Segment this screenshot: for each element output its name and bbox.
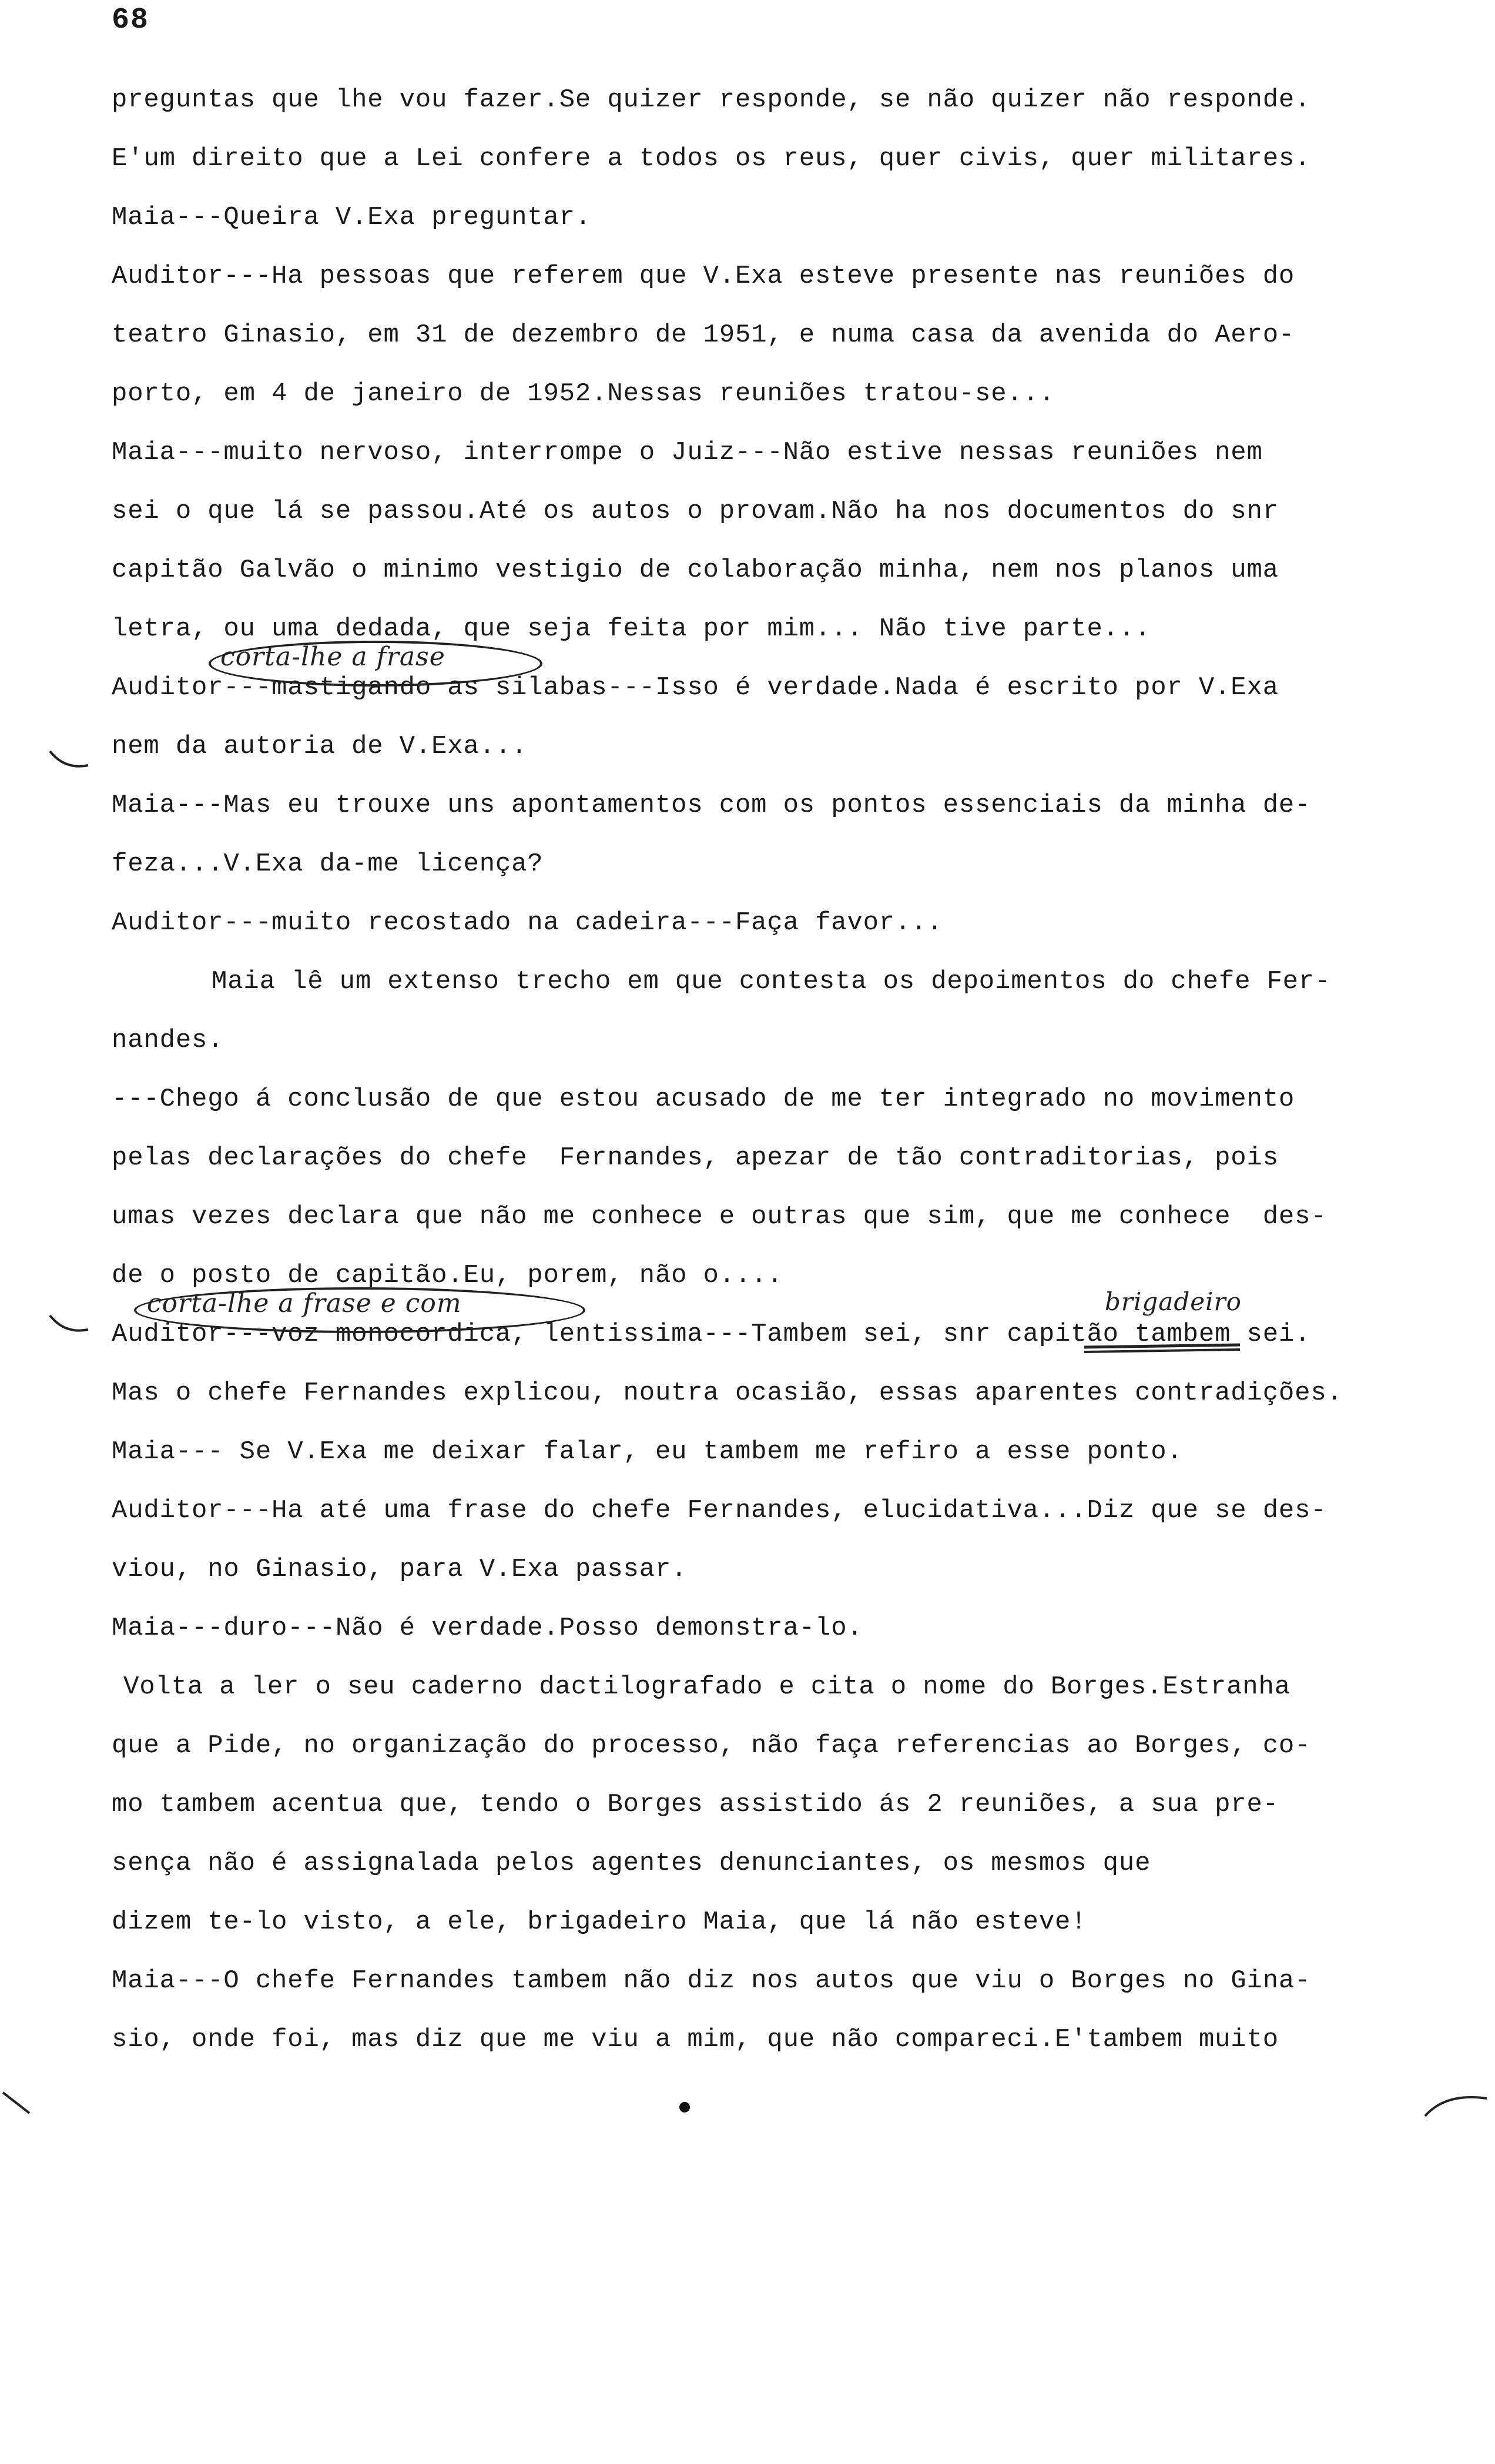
text-line: Auditor---mastigando as silabas---Isso é verdade.Nada é escrito por V.Exa [112, 673, 1279, 702]
text-line: Auditor---muito recostado na cadeira---Faça favor... [112, 908, 943, 938]
text-line: dizem te-lo visto, a ele, brigadeiro Maia, que lá não esteve! [112, 1907, 1087, 1937]
text-line: Maia---Queira V.Exa preguntar. [112, 203, 592, 232]
text-line: sei o que lá se passou.Até os autos o provam.Não ha nos documentos do snr [112, 497, 1279, 526]
text-line: Auditor---Ha até uma frase do chefe Fernandes, elucidativa...Diz que se des- [112, 1496, 1327, 1525]
text-line: Maia---duro---Não é verdade.Posso demonstra-lo. [112, 1613, 863, 1643]
ink-dot [676, 2098, 693, 2116]
text-line: Maia---O chefe Fernandes tambem não diz nos autos que viu o Borges no Gina- [112, 1966, 1311, 1996]
margin-tick-4 [1422, 2087, 1493, 2122]
text-line: mo tambem acentua que, tendo o Borges assistido ás 2 reuniões, a sua pre- [112, 1790, 1279, 1819]
text-line: nandes. [112, 1026, 224, 1055]
body-text [112, 71, 1463, 2069]
margin-tick-2 [47, 1311, 94, 1340]
text-line: Mas o chefe Fernandes explicou, noutra ocasião, essas aparentes contradições. [112, 1378, 1343, 1408]
text-line: umas vezes declara que não me conhece e outras que sim, que me conhece des- [112, 1202, 1327, 1231]
text-line: Maia---Mas eu trouxe uns apontamentos com os pontos essenciais da minha de- [112, 791, 1311, 820]
text-line: pelas declarações do chefe Fernandes, apezar de tão contraditorias, pois [112, 1143, 1279, 1173]
text-line: feza...V.Exa da-me licença? [112, 849, 544, 879]
text-line: preguntas que lhe vou fazer.Se quizer responde, se não quizer não responde. [112, 85, 1311, 115]
text-line: sio, onde foi, mas diz que me viu a mim, que não compareci.E'tambem muito [112, 2025, 1279, 2054]
text-line: de o posto de capitão.Eu, porem, não o.... [112, 1261, 783, 1290]
annotation-3: brigadeiro [1105, 1287, 1242, 1316]
text-line: letra, ou uma dedada, que seja feita por mim... Não tive parte... [112, 614, 1151, 644]
text-line: Maia lê um extenso trecho em que contesta os depoimentos do chefe Fer- [212, 967, 1331, 996]
text-line: Volta a ler o seu caderno dactilografado e cita o nome do Borges.Estranha [123, 1672, 1290, 1702]
text-line: sença não é assignalada pelos agentes denunciantes, os mesmos que [112, 1849, 1151, 1878]
text-line: Auditor---Ha pessoas que referem que V.Exa esteve presente nas reuniões do [112, 262, 1295, 291]
text-line: nem da autoria de V.Exa... [112, 732, 528, 761]
margin-tick-1 [47, 746, 94, 776]
text-line: E'um direito que a Lei confere a todos os reus, quer civis, quer militares. [112, 144, 1311, 173]
annotation-2: corta-lhe a frase e com [147, 1288, 462, 1318]
text-line: viou, no Ginasio, para V.Exa passar. [112, 1555, 688, 1584]
text-line: ---Chego á conclusão de que estou acusado de me ter integrado no movimento [112, 1084, 1295, 1114]
text-line: Maia---muito nervoso, interrompe o Juiz---Não estive nessas reuniões nem [112, 438, 1263, 467]
text-line: porto, em 4 de janeiro de 1952.Nessas reuniões tratou-se... [112, 379, 1055, 409]
text-line: que a Pide, no organização do processo, não faça referencias ao Borges, co- [112, 1731, 1311, 1760]
annotation-1: corta-lhe a frase [220, 642, 445, 672]
text-line: Maia--- Se V.Exa me deixar falar, eu tambem me refiro a esse ponto. [112, 1437, 1183, 1467]
text-line: Auditor---voz monocordica, lentissima---Tambem sei, snr capitão tambem sei. [112, 1320, 1311, 1349]
text-line: capitão Galvão o minimo vestigio de colaboração minha, nem nos planos uma [112, 555, 1279, 585]
margin-tick-3 [0, 2090, 35, 2119]
text-line: teatro Ginasio, em 31 de dezembro de 1951, e numa casa da avenida do Aero- [112, 320, 1295, 350]
page-number: 68 [112, 4, 150, 37]
